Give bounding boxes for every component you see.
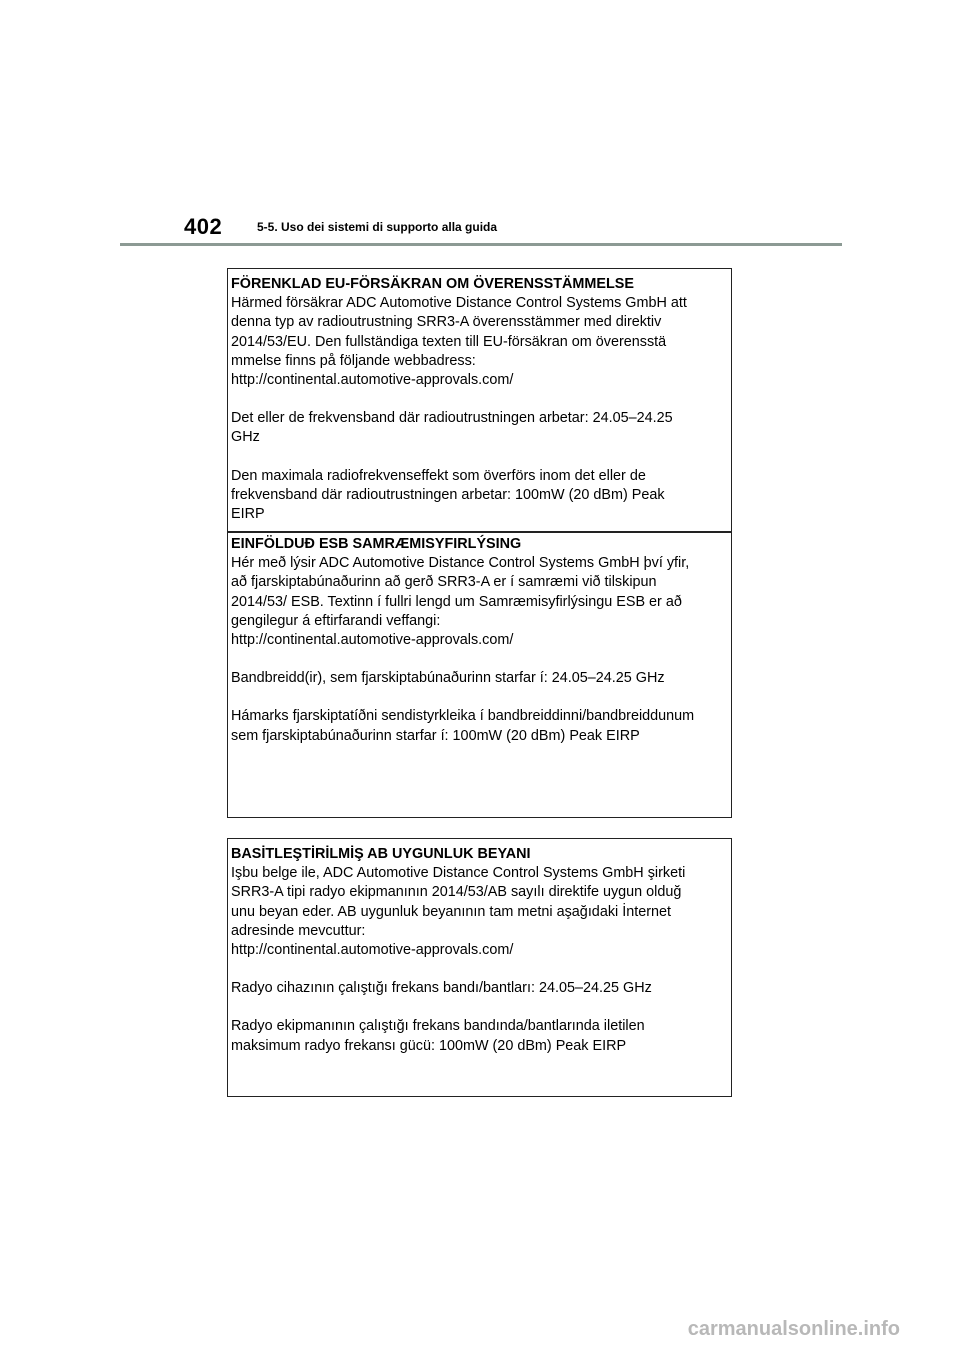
watermark: carmanualsonline.info (687, 1318, 900, 1340)
icelandic-line-4: gengilegur á eftirfarandi veffangi: (231, 612, 441, 629)
swedish-band-line-2: GHz (231, 429, 260, 446)
turkish-power-line-2: maksimum radyo frekansı gücü: 100mW (20 dBm) Peak EIRP (231, 1037, 627, 1054)
box-divider (228, 531, 731, 533)
turkish-line-3: unu beyan eder. AB uygunluk beyanının tam metni aşağıdaki İnternet (231, 903, 672, 920)
swedish-heading: FÖRENKLAD EU-FÖRSÄKRAN OM ÖVERENSSTÄMMELSE (231, 276, 634, 292)
swedish-line-3: 2014/53/EU. Den fullständiga texten till EU-försäkran om överensstä (231, 333, 667, 350)
swedish-band-line-1: Det eller de frekvensband där radioutrustningen arbetar: 24.05–24.25 (231, 410, 673, 427)
icelandic-power-line-2: sem fjarskiptabúnaðurinn starfar í: 100mW (20 dBm) Peak EIRP (231, 727, 640, 744)
page-number: 402 (184, 214, 223, 239)
icelandic-line-1: Hér með lýsir ADC Automotive Distance Control Systems GmbH því yfir, (231, 555, 690, 572)
swedish-power-line-1: Den maximala radiofrekvenseffekt som överförs inom det eller de (231, 467, 646, 484)
icelandic-power-line-1: Hámarks fjarskiptatíðni sendistyrkleika í bandbreiddinni/bandbreiddunum (231, 708, 695, 725)
declaration-box-swedish-icelandic (227, 268, 732, 818)
swedish-power-line-3: EIRP (231, 506, 265, 523)
swedish-declaration (231, 275, 727, 524)
swedish-line-2: denna typ av radioutrustning SRR3-A överensstämmer med direktiv (231, 314, 662, 331)
swedish-line-4: mmelse finns på följande webbadress: (231, 352, 476, 369)
turkish-declaration (231, 845, 727, 1056)
icelandic-band-line-1: Bandbreidd(ir), sem fjarskiptabúnaðurinn starfar í: 24.05–24.25 GHz (231, 670, 665, 687)
turkish-band-line-1: Radyo cihazının çalıştığı frekans bandı/bantları: 24.05–24.25 GHz (231, 980, 652, 997)
declaration-box-turkish (227, 838, 732, 1097)
swedish-line-1: Härmed försäkrar ADC Automotive Distance Control Systems GmbH att (231, 295, 687, 312)
icelandic-line-3: 2014/53/ ESB. Textinn í fullri lengd um Samræmisyfirlýsingu ESB er að (231, 593, 682, 610)
icelandic-heading: EINFÖLDUÐ ESB SAMRÆMISYFIRLÝSING (231, 536, 522, 552)
swedish-url: http://continental.automotive-approvals.com/ (231, 372, 514, 389)
icelandic-url: http://continental.automotive-approvals.com/ (231, 632, 514, 649)
turkish-power-line-1: Radyo ekipmanının çalıştığı frekans bandında/bantlarında iletilen (231, 1018, 645, 1035)
swedish-power-line-2: frekvensband där radioutrustningen arbetar: 100mW (20 dBm) Peak (231, 486, 665, 503)
turkish-line-2: SRR3-A tipi radyo ekipmanının 2014/53/AB sayılı direktife uygun olduğ (231, 884, 682, 901)
section-title: 5-5. Uso dei sistemi di supporto alla guida (257, 220, 498, 234)
icelandic-declaration (231, 535, 727, 746)
turkish-line-4: adresinde mevcuttur: (231, 922, 366, 939)
turkish-url: http://continental.automotive-approvals.com/ (231, 942, 514, 959)
turkish-line-1: Işbu belge ile, ADC Automotive Distance Control Systems GmbH şirketi (231, 865, 686, 882)
icelandic-line-2: að fjarskiptabúnaðurinn að gerð SRR3-A er í samræmi við tilskipun (231, 574, 657, 591)
header-divider (120, 243, 842, 246)
turkish-heading: BASİTLEŞTİRİLMİŞ AB UYGUNLUK BEYANI (231, 846, 531, 862)
